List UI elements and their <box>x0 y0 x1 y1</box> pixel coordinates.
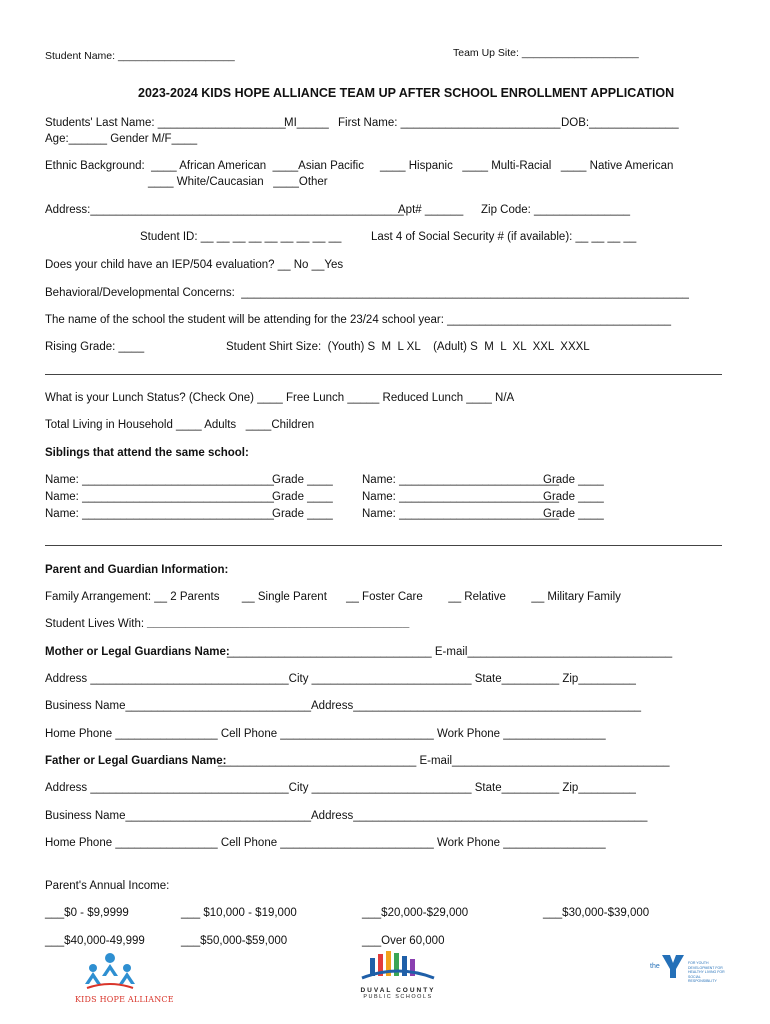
sibling-name-field[interactable]: Name: _________________________ <box>362 474 559 486</box>
ymca-logo <box>650 953 730 983</box>
ssn-last4-field[interactable]: Last 4 of Social Security # (if available): __ __ __ __ <box>371 231 637 243</box>
mi-field[interactable]: MI_____ <box>284 117 329 129</box>
address-field[interactable]: Address:_________________________________________________ <box>45 204 404 216</box>
sibling-grade-field[interactable]: Grade ____ <box>543 508 604 520</box>
father-business-field[interactable]: Business Name_____________________________Address______________________________________________ <box>45 810 648 822</box>
mother-phones-field[interactable]: Home Phone ________________ Cell Phone ________________________ Work Phone ________________ <box>45 728 606 740</box>
student-lives-with-field[interactable]: _________________________________________ <box>147 617 410 629</box>
income-option[interactable]: ___$0 - $9,9999 <box>45 907 129 919</box>
income-option[interactable]: ___ $10,000 - $19,000 <box>181 907 297 919</box>
student-name-field[interactable]: Student Name: ____________________ <box>45 50 235 62</box>
last-name-field[interactable]: Students' Last Name: ____________________ <box>45 117 286 129</box>
form-title: 2023-2024 KIDS HOPE ALLIANCE TEAM UP AFTER SCHOOL ENROLLMENT APPLICATION <box>138 86 675 100</box>
sibling-name-field[interactable]: Name: _________________________ <box>362 508 559 520</box>
kha-logo-text: KIDS HOPE ALLIANCE <box>75 995 174 1004</box>
sibling-name-field[interactable]: Name: ______________________________ <box>45 491 274 503</box>
ethnic-background-row2[interactable]: ____ White/Caucasian ____Other <box>148 176 328 188</box>
sibling-grade-field[interactable]: Grade ____ <box>272 508 333 520</box>
family-arrangement-field[interactable]: Family Arrangement: __ 2 Parents __ Single Parent __ Foster Care __ Relative __ Military Family <box>45 591 621 603</box>
sibling-name-field[interactable]: Name: ______________________________ <box>45 508 274 520</box>
duval-bridge-icon <box>360 950 436 984</box>
sibling-grade-field[interactable]: Grade ____ <box>543 474 604 486</box>
first-name-field[interactable]: First Name: _________________________ <box>338 117 561 129</box>
shirt-size-field[interactable]: Student Shirt Size: (Youth) S M L XL (Adult) S M L XL XXL XXXL <box>226 341 590 353</box>
school-name-field[interactable]: The name of the school the student will be attending for the 23/24 school year: ___________________________________ <box>45 314 671 326</box>
income-option[interactable]: ___Over 60,000 <box>362 935 445 947</box>
iep-question[interactable]: Does your child have an IEP/504 evaluation? __ No __Yes <box>45 259 344 271</box>
behavioral-concerns-field[interactable]: Behavioral/Developmental Concerns: ______________________________________________________________________ <box>45 287 689 299</box>
ymca-tagline: FOR YOUTH DEVELOPMENT FOR HEALTHY LIVING FOR SOCIAL RESPONSIBILITY <box>688 961 725 983</box>
duval-logo-line1: DUVAL COUNTY <box>360 987 436 994</box>
dob-field[interactable]: DOB:______________ <box>561 117 679 129</box>
mother-business-field[interactable]: Business Name_____________________________Address_____________________________________________ <box>45 700 642 712</box>
household-field[interactable]: Total Living in Household ____ Adults ____Children <box>45 419 315 431</box>
section-divider <box>45 374 722 375</box>
ethnic-background-row1[interactable]: Ethnic Background: ____ African American ____Asian Pacific ____ Hispanic ____ Multi-Racial ____ Native American <box>45 160 674 172</box>
age-gender-field[interactable]: Age:______ Gender M/F____ <box>45 133 198 145</box>
mother-name-email-field[interactable]: ________________________________ E-mail________________________________ <box>227 646 673 658</box>
student-id-field[interactable]: Student ID: __ __ __ __ __ __ __ __ __ <box>140 231 342 243</box>
income-option[interactable]: ___$40,000-49,999 <box>45 935 145 947</box>
ymca-y-icon <box>660 953 686 979</box>
annual-income-label: Parent's Annual Income: <box>45 880 170 892</box>
rising-grade-field[interactable]: Rising Grade: ____ <box>45 341 145 353</box>
income-option[interactable]: ___$50,000-$59,000 <box>181 935 288 947</box>
parent-guardian-heading: Parent and Guardian Information: <box>45 564 229 576</box>
lunch-status-field[interactable]: What is your Lunch Status? (Check One) ____ Free Lunch _____ Reduced Lunch ____ N/A <box>45 392 515 404</box>
sibling-name-field[interactable]: Name: ______________________________ <box>45 474 274 486</box>
father-name-email-field[interactable]: _______________________________ E-mail__________________________________ <box>218 755 670 767</box>
duval-logo-line2: PUBLIC SCHOOLS <box>363 994 433 1000</box>
income-option[interactable]: ___$30,000-$39,000 <box>543 907 650 919</box>
father-address-field[interactable]: Address _______________________________City _________________________ State_________ Zip_________ <box>45 782 636 794</box>
income-option[interactable]: ___$20,000-$29,000 <box>362 907 469 919</box>
kids-hope-alliance-emblem-icon <box>75 950 145 992</box>
sibling-grade-field[interactable]: Grade ____ <box>272 474 333 486</box>
father-guardian-label: Father or Legal Guardians Name: <box>45 755 227 767</box>
team-up-site-field[interactable]: Team Up Site: ____________________ <box>453 47 639 59</box>
siblings-heading: Siblings that attend the same school: <box>45 447 249 459</box>
student-lives-with-label: Student Lives With: <box>45 618 145 630</box>
father-phones-field[interactable]: Home Phone ________________ Cell Phone ________________________ Work Phone ________________ <box>45 837 606 849</box>
mother-guardian-label: Mother or Legal Guardians Name: <box>45 646 230 658</box>
section-divider <box>45 545 722 546</box>
sibling-name-field[interactable]: Name: _________________________ <box>362 491 559 503</box>
zip-code-field[interactable]: Zip Code: _______________ <box>481 204 630 216</box>
sibling-grade-field[interactable]: Grade ____ <box>272 491 333 503</box>
mother-address-field[interactable]: Address _______________________________City _________________________ State_________ Zip_________ <box>45 673 636 685</box>
kids-hope-alliance-logo <box>75 950 174 1010</box>
apt-field[interactable]: Apt# ______ <box>398 204 464 216</box>
ymca-the-text: the <box>650 963 660 970</box>
duval-county-schools-logo <box>360 950 436 1006</box>
sibling-grade-field[interactable]: Grade ____ <box>543 491 604 503</box>
